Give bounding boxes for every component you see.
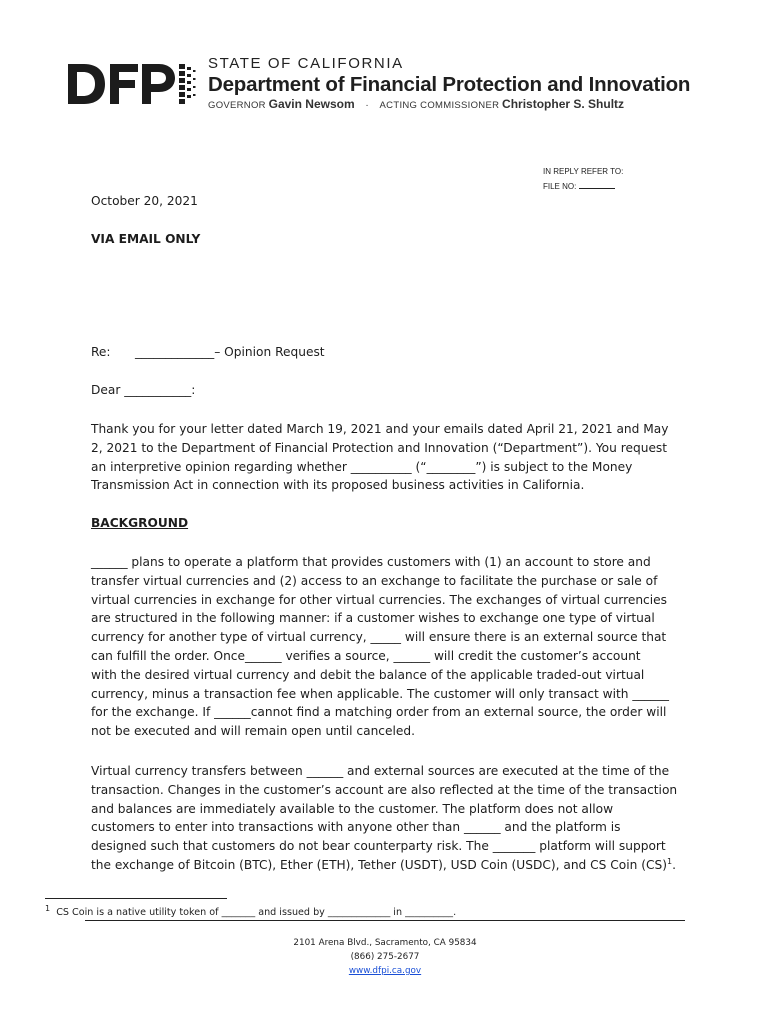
background-line: with the desired virtual currency and debit the balance of the applicable traded-out virtual <box>91 667 645 682</box>
background-line: not be executed and will remain open until canceled. <box>91 724 415 739</box>
background-line: for the exchange. If ______cannot find a matching order from an external source, the order will <box>91 705 667 720</box>
transfer-last-line <box>91 856 683 875</box>
footer-website-link[interactable]: www.dfpi.ca.gov <box>348 966 422 976</box>
background-line: transfer virtual currencies and (2) access to an exchange to facilitate the purchase or sale of <box>91 573 658 588</box>
footnote-divider <box>45 898 227 899</box>
background-line: virtual currencies in exchange for other virtual currencies. The exchanges of virtual currencies <box>91 592 667 607</box>
background-paragraph <box>91 553 683 741</box>
file-no-label: FILE NO: <box>543 182 577 191</box>
delivery-method: VIA EMAIL ONLY <box>91 232 201 246</box>
period: . <box>672 857 676 872</box>
re-blank: _____________ <box>135 345 215 359</box>
file-no-line <box>543 179 623 194</box>
background-line: ______ plans to operate a platform that provides customers with (1) an account to store and <box>91 555 651 569</box>
transfer-line: the exchange of Bitcoin (BTC), Ether (ETH), Tether (USDT), USD Coin (USDC), and CS Coin (CS) <box>91 857 667 872</box>
re-subject <box>135 345 325 359</box>
separator: · <box>365 100 369 111</box>
re-label: Re: <box>91 345 111 359</box>
intro-line: 2, 2021 to the Department of Financial Protection and Innovation (“Department”). You request <box>91 440 668 455</box>
transfer-line: designed such that customers do not bear counterparty risk. The _______ platform will support <box>91 839 666 854</box>
footer-phone: (866) 275-2677 <box>350 952 420 962</box>
background-line: can fulfill the order. Once______ verifies a source, ______ will credit the customer’s account <box>91 648 641 663</box>
background-line: are structured in the following manner: if a customer wishes to exchange one type of virtual <box>91 611 655 626</box>
file-no-blank <box>579 180 615 189</box>
intro-line: an interpretive opinion regarding whether __________ (“________”) is subject to the Money <box>91 459 633 474</box>
governor-name: Gavin Newsom <box>268 97 355 111</box>
reply-refer-block <box>543 164 623 194</box>
transfer-line: transaction. Changes in the customer’s account are also reflected at the time of the transaction <box>91 782 678 797</box>
reply-refer-label: IN REPLY REFER TO: <box>543 167 624 176</box>
page-footer <box>0 936 770 978</box>
letter-date: October 20, 2021 <box>91 194 198 208</box>
department-name: Department of Financial Protection and Innovation <box>208 73 691 96</box>
footnote-reference: 1 <box>667 856 673 866</box>
footnote <box>45 903 457 918</box>
footnote-marker: 1 <box>45 903 51 913</box>
background-heading: BACKGROUND <box>91 516 189 530</box>
re-text: – Opinion Request <box>214 345 325 359</box>
intro-line: Thank you for your letter dated March 19, 2021 and your emails dated April 21, 2021 and May <box>91 422 669 436</box>
state-heading: STATE OF CALIFORNIA <box>208 55 404 72</box>
footnote-underline <box>85 920 685 921</box>
transfer-paragraph <box>91 762 683 875</box>
footer-address: 2101 Arena Blvd., Sacramento, CA 95834 <box>293 938 477 948</box>
footnote-text: CS Coin is a native utility token of _______ and issued by _____________ in __________. <box>56 907 457 918</box>
officials-line <box>208 97 624 111</box>
background-line: currency for another type of virtual currency, _____ will ensure there is an external source that <box>91 630 667 645</box>
transfer-line: Virtual currency transfers between ______ and external sources are executed at the time of the <box>91 764 670 778</box>
salutation: Dear ___________: <box>91 383 196 397</box>
dfpi-logo <box>68 62 202 106</box>
transfer-line: and balances are immediately available to the customer. The platform does not allow <box>91 801 614 816</box>
intro-line: Transmission Act in connection with its proposed business activities in California. <box>91 478 585 493</box>
intro-paragraph <box>91 420 683 495</box>
governor-label: GOVERNOR <box>208 100 266 111</box>
background-line: currency, minus a transaction fee when applicable. The customer will only transact with ______ <box>91 686 669 701</box>
commissioner-label: ACTING COMMISSIONER <box>379 100 500 111</box>
commissioner-name: Christopher S. Shultz <box>502 97 625 111</box>
transfer-line: customers to enter into transactions with anyone other than ______ and the platform is <box>91 820 621 835</box>
